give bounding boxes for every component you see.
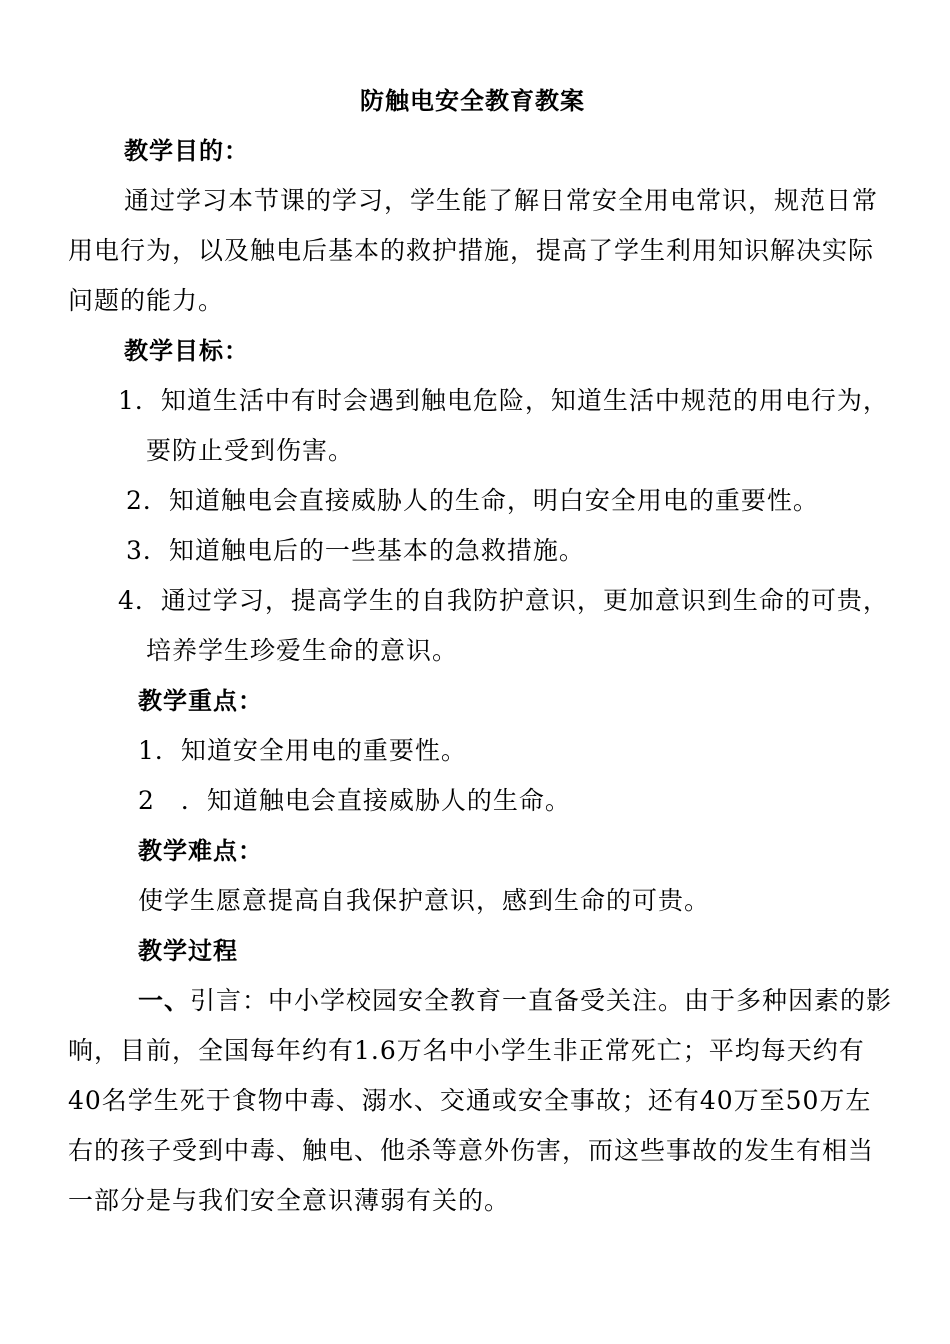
difficulty-item: 使学生愿意提高自我保护意识，感到生命的可贵。 <box>138 886 711 915</box>
objectives-heading: 教学目标： <box>124 337 249 365</box>
objective-item-continuation: 培养学生珍爱生命的意识。 <box>146 636 459 665</box>
objective-item: 1．知道生活中有时会遇到触电危险，知道生活中规范的用电行为， <box>118 386 889 415</box>
key-point-item: 1．知道安全用电的重要性。 <box>138 736 467 765</box>
purpose-line: 通过学习本节课的学习，学生能了解日常安全用电常识，规范日常 <box>124 186 879 215</box>
key-point-item: 2 ．知道触电会直接威胁人的生命。 <box>138 786 571 815</box>
process-intro-line <box>138 986 892 1016</box>
process-intro-text: 引言：中小学校园安全教育一直备受关注。由于多种因素的影 <box>190 986 893 1015</box>
purpose-line: 用电行为，以及触电后基本的救护措施，提高了学生利用知识解决实际 <box>68 236 875 265</box>
difficulties-heading: 教学难点： <box>138 837 263 865</box>
objective-item: 4．通过学习，提高学生的自我防护意识，更加意识到生命的可贵， <box>118 586 889 615</box>
purpose-line: 问题的能力。 <box>68 286 225 315</box>
process-line: 响，目前，全国每年约有1.6万名中小学生非正常死亡；平均每天约有 <box>68 1036 865 1065</box>
objective-item: 2．知道触电会直接威胁人的生命，明白安全用电的重要性。 <box>126 486 819 515</box>
process-heading: 教学过程 <box>138 937 238 965</box>
objective-item: 3．知道触电后的一些基本的急救措施。 <box>126 536 585 565</box>
objective-item-continuation: 要防止受到伤害。 <box>146 436 355 465</box>
process-line: 一部分是与我们安全意识薄弱有关的。 <box>68 1186 511 1215</box>
process-line: 40名学生死于食物中毒、溺水、交通或安全事故；还有40万至50万左 <box>68 1086 872 1115</box>
document-title: 防触电安全教育教案 <box>360 87 585 115</box>
purpose-heading: 教学目的： <box>124 137 249 165</box>
process-line: 右的孩子受到中毒、触电、他杀等意外伤害，而这些事故的发生有相当 <box>68 1136 875 1165</box>
key-points-heading: 教学重点： <box>138 687 263 715</box>
process-intro-label: 一、 <box>138 986 191 1015</box>
